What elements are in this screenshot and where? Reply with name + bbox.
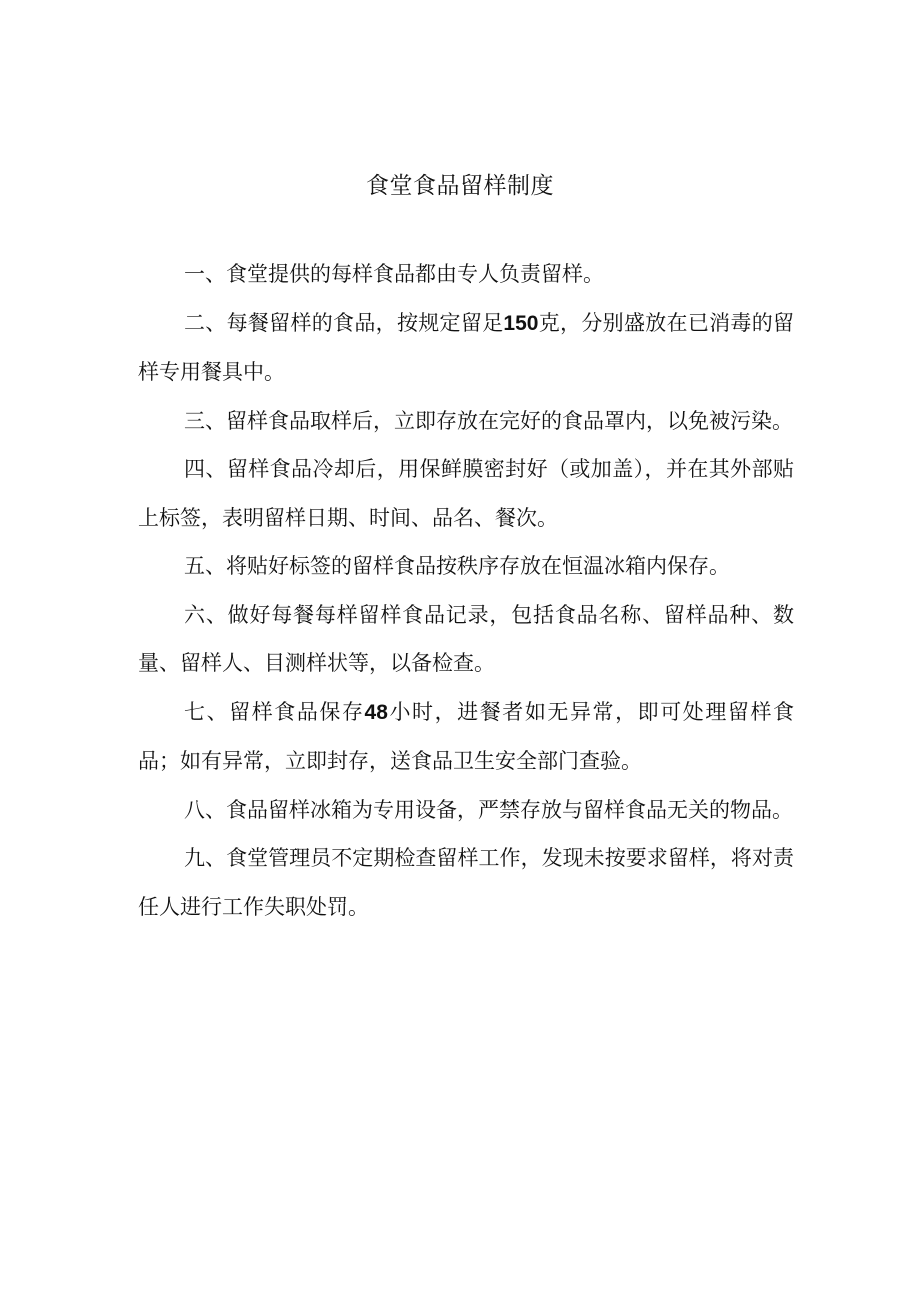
rule-text: 三、留样食品取样后，立即存放在完好的食品罩内，以免被污染。 [184,408,793,433]
rule-text: 六、做好每餐每样留样食品记录，包括食品名称、留样品种、数量、留样人、目测样状等，以备检查。 [138,602,794,675]
rule-paragraph-3 [138,397,794,446]
document-title: 食堂食品留样制度 [366,173,554,199]
rule-paragraph-2 [138,299,794,397]
rule-paragraph-1 [138,250,794,299]
rule-paragraph-9 [138,834,794,931]
sample-weight-value: 150 [503,311,539,335]
document-body [138,250,794,931]
rule-text: 二、每餐留样的食品，按规定留足 [184,310,504,335]
rule-text: 七、留样食品保存 [184,699,365,724]
rule-text: 四、留样食品冷却后，用保鲜膜密封好（或加盖），并在其外部贴上标签，表明留样日期、时间、品名、餐次。 [138,457,794,530]
rule-paragraph-6 [138,591,794,688]
rule-paragraph-4 [138,445,794,542]
rule-text: 五、将贴好标签的留样食品按秩序存放在恒温冰箱内保存。 [184,554,730,578]
rule-paragraph-7 [138,688,794,786]
retention-hours-value: 48 [364,700,388,724]
rule-text: 一、食堂提供的每样食品都由专人负责留样。 [184,262,604,286]
rule-text: 克，分别盛放在已消毒的留样专用餐具中。 [138,310,795,384]
rule-text: 九、食堂管理员不定期检查留样工作，发现未按要求留样，将对责任人进行工作失职处罚。 [138,846,794,919]
rule-text: 小时，进餐者如无异常，即可处理留样食品；如有异常，立即封存，送食品卫生安全部门查验。 [138,699,795,773]
rule-paragraph-5 [138,542,794,591]
rule-text: 八、食品留样冰箱为专用设备，严禁存放与留样食品无关的物品。 [184,797,793,822]
rule-paragraph-8 [138,786,794,835]
